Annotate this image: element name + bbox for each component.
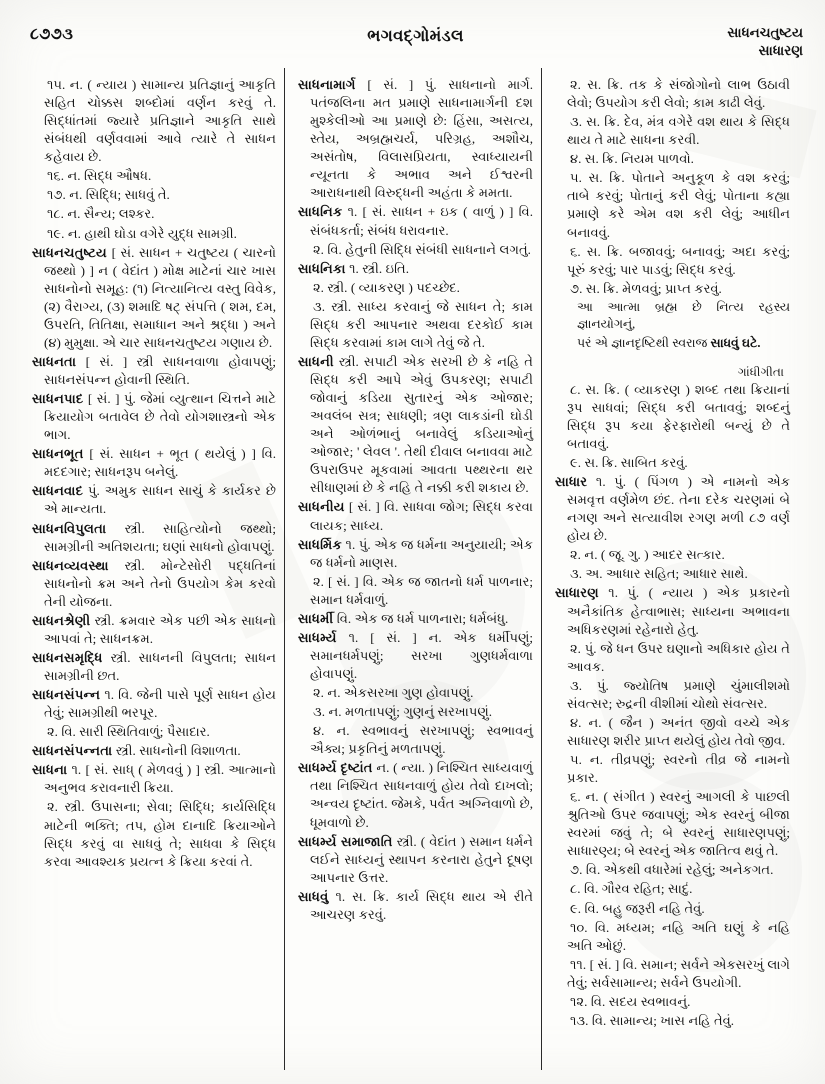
entry-headword: સાધર્મિક	[298, 536, 342, 552]
entry-sense: ૧૩. વિ. સામાન્ય; ખાસ નહિ તેવું.	[570, 1012, 735, 1028]
dictionary-entry	[298, 888, 533, 924]
entry-sense: ૧૧. [ સં. ] વિ. સમાન; સર્વને એકસરખું લાગે તેવું; સર્વસામાન્ય; સર્વને ઉપયોગી.	[567, 956, 790, 990]
entry-definition: ૧. પું. ( પિંગળ ) એ નામનો એક સમવૃત્ત વર્ણમેળ છંદ. તેના દરેક ચરણમાં બે નગણ અને સત્યાવીશ રગણ મળી ૮૭ વર્ણ હોય છે.	[567, 474, 790, 544]
entry-sense: ૩. સ. ક્રિ. દેવ, મંત્ર વગેરે વશ થાય કે સિદ્ધ થાય તે માટે સાધના કરવી.	[567, 114, 790, 148]
entry-definition: ૧. [ સં. સાધ્ ( મેળવવું ) ] સ્ત્રી. આત્માનો અનુભવ કરાવનારી ક્રિયા.	[44, 762, 276, 796]
entry-definition: સ્ત્રી. મોન્ટેસોરી પદ્ધતિનાં સાધનોનો ક્રમ અને તેનો ઉપયોગ કેમ કરવો તેની યોજના.	[44, 557, 276, 609]
entry-definition: ૧. સ. ક્રિ. કાર્ય સિદ્ધ થાય એ રીતે આચરણ કરવું.	[310, 888, 533, 922]
entry-definition: પું. અમુક સાધન સાચું કે કાર્યકર છે એ માન્યતા.	[44, 483, 276, 517]
text-column-3	[542, 76, 799, 1076]
dictionary-entry	[298, 260, 533, 278]
entry-definition: ૧. વિ. જેની પાસે પૂર્ણ સાધન હોય તેવું; સામગ્રીથી ભરપૂર.	[44, 687, 276, 721]
guide-word-last: સાધારણ	[758, 42, 803, 58]
entry-definition: [ સં. ] સ્ત્રી સાધનવાળા હોવાપણું; સાધનસંપન્ન હોવાની સ્થિતિ.	[44, 353, 276, 387]
quotation-text: પરં એ જ્ઞાનદૃષ્ટિથી સ્વરાજ	[577, 335, 711, 350]
entry-definition: [ સં. ] પું. જેમાં વ્યુત્થાન ચિત્તને માટે ક્રિયાયોગ બતાવેલ છે તેવો યોગશાસ્ત્રનો એક ભાગ.	[44, 391, 276, 443]
entry-sense: ૧૯. ન. હાથી ઘોડા વગેરે યુદ્ધ સામગ્રી.	[47, 225, 237, 241]
dictionary-entry	[32, 482, 276, 518]
entry-sense: ૪. ન. સ્વભાવનું સરખાપણું; સ્વભાવનું ઐક્ય; પ્રકૃતિનું મળતાપણું.	[310, 723, 533, 757]
entry-definition: [ સં. ] વિ. સાધવા જોગ; સિદ્ધ કરવા લાયક; સાધ્ય.	[310, 499, 533, 533]
entry-sense: ૨. વિ. સારી સ્થિતિવાળું; પૈસાદાર.	[47, 724, 210, 740]
entry-headword: સાધનસંપન્નતા	[32, 743, 113, 759]
entry-sense: ૯. વિ. બહુ જરૂરી નહિ તેવું.	[570, 900, 705, 916]
entry-sense: ૧૮. ન. સૈન્ય; લશ્કર.	[47, 206, 155, 222]
entry-definition: ૧. સ્ત્રી. ઇતિ.	[345, 260, 409, 276]
guide-words	[727, 24, 803, 60]
entry-sense: ૬. ન. ( સંગીત ) સ્વરનું આગલી કે પાછલી શ્રુતિઓ ઉપર જવાપણું; એક સ્વરનું બીજા સ્વરમાં જવું તે; બે સ્વરનું સાધારણપણું; સાધારણ્ય; બે સ્વરનું એક જાતિત્વ થવું તે.	[567, 789, 790, 859]
entry-headword: સાધનચતુષ્ટય	[32, 244, 107, 260]
entry-headword: સાધનસમૃદ્ધિ	[32, 649, 103, 665]
entry-headword: સાધનિકા	[298, 260, 346, 276]
entry-sense: ૩. પું. જ્યોતિષ પ્રમાણે ચુંમાલીશમો સંવત્સર; રુદ્રની વીશીમાં ચોથો સંવત્સર.	[567, 677, 790, 711]
column-3-body	[555, 76, 790, 1030]
entry-definition: સ્ત્રી. ક્રમવાર એક પછી એક સાધનો આપવાં તે; સાધનક્રમ.	[44, 612, 276, 646]
entry-headword: સાધર્મ્ય સમાજાતિ	[298, 833, 393, 849]
column-container	[28, 76, 800, 1076]
entry-definition: સ્ત્રી. સપાટી એક સરખી છે કે નહિ તે સિદ્ધ કરી આપે એવું ઉપકરણ; સપાટી જોવાનું કડિયા સુતારનું એક ઓજાર; અવલંબ સત્ર; સાધણી; ત્રણ લાકડાંની ઘોડી અને ઓળંભાનું બનાવેલું કડિયાઓનું ઓજાર; ' લેવલ '. તેથી દીવાલ બનાવવા માટે ઉપરાઉપર મૂકવામાં આવતા પથ્થરના થર સીધાણમાં છે કે નહિ તે નક્કી કરી શકાય છે.	[310, 353, 533, 496]
entry-sense: ૧૬. ન. સિદ્ધ ઔષધ.	[47, 168, 152, 184]
dictionary-entry	[32, 244, 276, 352]
entry-definition: ન. ( ન્યા. ) નિશ્ચિત સાધ્યવાળું તથા નિશ્ચિત સાધનવાળું હોય તેવો દાખલો; અન્વય દૃષ્ટાંત. જેમકે, પર્વત અગ્નિવાળો છે, ધૂમવાળો છે.	[310, 760, 533, 830]
quotation-emphasis: સાધવું ઘટે.	[710, 335, 761, 350]
quotation-line: આ આત્મા બ્રહ્મ છે નિત્ય રહસ્ય જ્ઞાનયોગનું,	[577, 299, 790, 332]
entry-definition: [ સં. સાધન + ચતુષ્ટય ( ચારનો જથ્થો ) ] ન ( વેદાંત ) મોક્ષ માટેનાં ચાર ખાસ સાધનોનો સમૂહ: (૧) નિત્યાનિત્ય વસ્તુ વિવેક, (૨) વૈરાગ્ય, (૩) શમાદિ ષટ્ સંપત્તિ ( શમ, દમ, ઉપરતિ, તિતિક્ષા, સમાધાન અને શ્રદ્ધા ) અને (૪) મુમુક્ષા. એ ચાર સાધનચતુષ્ટય ગણાય છે.	[44, 244, 276, 350]
text-column-1	[28, 76, 285, 1076]
entry-definition: ૧. [ સં. સાધન + ઇક ( વાળું ) ] વિ. સંબંધકર્તા; સંબંધ ધરાવનાર.	[310, 204, 533, 238]
entry-headword: સાધનિક	[298, 204, 343, 220]
dictionary-entry	[32, 612, 276, 648]
entry-headword: સાધર્મી	[298, 610, 334, 626]
entry-headword: સાધનવ્યવસ્થા	[32, 557, 109, 573]
entry-headword: સાધનસંપન્ન	[32, 687, 101, 703]
entry-headword: સાધના	[32, 762, 68, 778]
dictionary-entry	[298, 353, 533, 498]
entry-headword: સાધનવાદ	[32, 483, 84, 499]
dictionary-entry	[555, 473, 790, 545]
entry-sense: ૧૭. ન. સિદ્ધિ; સાધવું તે.	[47, 187, 170, 203]
quotation-line	[555, 335, 790, 353]
entry-headword: સાધની	[298, 353, 334, 369]
entry-sense: ૮. વિ. ગૌરવ રહિત; સાદું.	[570, 881, 693, 897]
dictionary-entry	[32, 445, 276, 481]
entry-sense: ૭. વિ. એકથી વધારેમાં રહેલું; અનેકગત.	[570, 862, 774, 878]
dictionary-entry	[298, 759, 533, 831]
quotation-attribution: ગાંધીગીતા	[737, 364, 784, 379]
entry-headword: સાધારણ	[555, 585, 599, 601]
entry-definition: સ્ત્રી. સાધનોની વિશાળતા.	[112, 743, 241, 759]
entry-sense: ૧૦. વિ. મધ્યમ; નહિ અતિ ઘણું કે નહિ અતિ ઓછું.	[567, 919, 790, 953]
entry-headword: સાધનપાદ	[32, 391, 84, 407]
dictionary-entry	[32, 686, 276, 722]
entry-sense: ૪. ન. ( જૈન ) અનંત જીવો વચ્ચે એક સાધારણ શરીર પ્રાપ્ત થયેલું હોય તેવો જીવ.	[567, 714, 790, 748]
entry-definition: સ્ત્રી. સાધનની વિપુલતા; સાધન સામગ્રીની છત.	[44, 649, 276, 683]
dictionary-entry	[32, 520, 276, 556]
entry-headword: સાધનામાર્ગ	[298, 77, 356, 92]
text-column-2	[285, 76, 542, 1076]
entry-definition: [ સં. ] પું. સાધનાનો માર્ગ. પતંજલિના મત પ્રમાણે સાધનામાર્ગની દશ મુશ્કેલીઓ આ પ્રમાણે છે: હિંસા, અસત્ય, સ્તેય, અબ્રહ્મચર્ય, પરિગ્રહ, અશૌચ, અસંતોષ, વિલાસપ્રિયતા, સ્વાધ્યાયની ન્યૂનતા કે અભાવ અને ઈશ્વરની આરાધનાથી વિરુદ્ધની અહંતા કે મમતા.	[310, 77, 533, 201]
dictionary-entry	[298, 536, 533, 572]
entry-definition: વિ. એક જ ધર્મ પાળનારા; ધર્મબંધુ.	[333, 610, 509, 626]
entry-headword: સાધનવિપુલતા	[32, 520, 107, 536]
entry-sense: ૩. સ્ત્રી. સાધ્ય કરવાનું જે સાધન તે; કામ સિદ્ધ કરી આપનાર અથવા દરકોઈ કામ સિદ્ધ કરવામાં કામ લાગે તેવું જે તે.	[310, 298, 533, 350]
entry-sense: ૭. સ. ક્રિ. મેળવવું; પ્રાપ્ત કરવું.	[570, 280, 722, 296]
dictionary-entry	[555, 584, 790, 638]
entry-headword: સાધવું	[298, 888, 329, 904]
entry-headword: સાધનીય	[298, 499, 345, 515]
entry-sense: ૪. સ. ક્રિ. નિયમ પાળવો.	[570, 151, 694, 167]
entry-definition: [ સં. સાધન + ભૂત ( થયેલું ) ] વિ. મદદગાર; સાધનરૂપ બનેલું.	[44, 446, 276, 480]
entry-sense: ૨. સ. ક્રિ. તક કે સંજોગોનો લાભ ઉઠાવી લેવો; ઉપયોગ કરી લેવો; કામ કાઢી લેવું.	[567, 77, 790, 111]
entry-headword: સાધર્મ્ય	[298, 629, 337, 645]
dictionary-entry	[32, 390, 276, 444]
entry-sense: ૯. સ. ક્રિ. સાબિત કરવું.	[570, 455, 688, 471]
entry-sense: ૧૫. ન. ( ન્યાય ) સામાન્ય પ્રતિજ્ઞાનું આકૃતિ સહિત ચોક્કસ શબ્દોમાં વર્ણન કરવું તે. સિદ્ધાંતમાં જ્યારે પ્રતિજ્ઞાને આકૃતિ સાથે સંબંધથી વર્ણવવામાં આવે ત્યારે તે સાધન કહેવાય છે.	[44, 77, 276, 165]
entry-sense: ૨. વિ. હેતુની સિદ્ધિ સંબંધી સાધનાને લગતું.	[313, 241, 531, 257]
dictionary-entry	[298, 629, 533, 683]
entry-sense: ૫. સ. ક્રિ. પોતાને અનુકૂળ કે વશ કરવું; તાબે કરવું; પોતાનું કરી લેવું; પોતાના કહ્યા પ્રમાણે કરે એમ વશ કરી લેવું; આધીન બનાવવું.	[567, 170, 790, 240]
entry-sense: ૨. સ્ત્રી. ઉપાસના; સેવા; સિદ્ધિ; કાર્યસિદ્ધિ માટેની ભક્તિ; તપ, હોમ દાનાદિ ક્રિયાઓને સિદ્ધ કરવું વા સાધવું તે; સાધવા કે સિદ્ધ કરવા આવશ્યક પ્રયત્ન કે ક્રિયા કરવાં તે.	[44, 799, 276, 869]
entry-sense: ૩. અ. આધાર સહિત; આધાર સાથે.	[570, 566, 748, 582]
entry-sense: ૨. [ સં. ] વિ. એક જ જાતનો ધર્મ પાળનાર; સમાન ધર્મવાળું.	[310, 573, 533, 607]
entry-sense: ૨. સ્ત્રી. ( વ્યાકરણ ) પદચ્છેદ.	[313, 279, 460, 295]
dictionary-entry	[32, 761, 276, 797]
entry-headword: સાધનશ્રેણી	[32, 612, 91, 628]
entry-headword: સાધર્મ્ય દૃષ્ટાંત	[298, 760, 373, 776]
entry-definition: ૧. પું. ( ન્યાય ) એક પ્રકારનો અનૈકાંતિક હેત્વાભાસ; સાધ્યના અભાવના અધિકરણમાં રહેનારો હેતુ.	[567, 585, 790, 637]
column-2-body	[298, 76, 533, 924]
dictionary-entry	[32, 742, 276, 760]
dictionary-entry	[298, 833, 533, 887]
dictionary-entry	[32, 649, 276, 685]
dictionary-entry	[298, 76, 533, 202]
entry-definition: ૧. પું. એક જ ધર્મના અનુયાયી; એક જ ધર્મનો માણસ.	[310, 536, 533, 570]
entry-sense: ૨. ન. ( જૂ. ગુ. ) આદર સત્કાર.	[570, 547, 725, 563]
page-number: ૮૭૭૩	[30, 26, 74, 43]
entry-sense: ૧૨. વિ. સદય સ્વભાવનું.	[570, 993, 691, 1009]
entry-sense: ૫. ન. તીવ્રપણું; સ્વરનો તીવ્ર જે નામનો પ્રકાર.	[567, 752, 790, 786]
guide-word-first: સાધનચતુષ્ટય	[727, 25, 803, 40]
entry-definition: સ્ત્રી. સાહિત્યોનો જથ્થો; સામગ્રીની અતિશયતા; ઘણાં સાધનો હોવાપણું.	[44, 520, 276, 554]
entry-definition: ૧. [ સં. ] ન. એક ધર્મીપણું; સમાનધર્મપણું; સરખા ગુણધર્મવાળા હોવાપણું.	[310, 629, 533, 681]
dictionary-entry	[298, 610, 533, 628]
dictionary-entry	[298, 203, 533, 239]
column-1-body	[32, 76, 276, 871]
entry-definition: સ્ત્રી. ( વેદાંત ) સમાન ધર્મને લઈને સાધ્યનું સ્થાપન કરનારા હેતુને દૂષણ આપનાર ઉત્તર.	[310, 833, 533, 885]
dictionary-entry	[32, 353, 276, 389]
entry-headword: સાધનભૂત	[32, 446, 84, 462]
dictionary-entry	[32, 557, 276, 611]
dictionary-entry	[298, 498, 533, 534]
book-title: ભગવદ્ગોમંડલ	[367, 26, 464, 45]
page-header	[28, 26, 803, 72]
entry-sense: ૮. સ. ક્રિ. ( વ્યાકરણ ) શબ્દ તથા ક્રિયાનાં રૂપ સાધવાં; સિદ્ધ કરી બતાવવું; શબ્દનું સિદ્ધ રૂપ કયા ફેરફારોથી બન્યું છે તે બતાવવું.	[567, 381, 790, 451]
entry-sense: ૬. સ. ક્રિ. બજાવવું; બનાવવું; અદા કરવું; પૂરું કરવું; પાર પાડવું; સિદ્ધ કરવું.	[567, 243, 790, 277]
entry-sense: ૩. ન. મળતાપણું; ગુણનું સરખાપણું.	[313, 704, 493, 720]
entry-sense: ૨. ન. એકસરખા ગુણ હોવાપણું.	[313, 685, 474, 701]
entry-sense: ૨. પું. જે ધન ઉપર ઘણાનો અધિકાર હોય તે આવક.	[567, 640, 790, 674]
entry-headword: સાધાર	[555, 474, 588, 490]
entry-headword: સાધનતા	[32, 353, 77, 369]
